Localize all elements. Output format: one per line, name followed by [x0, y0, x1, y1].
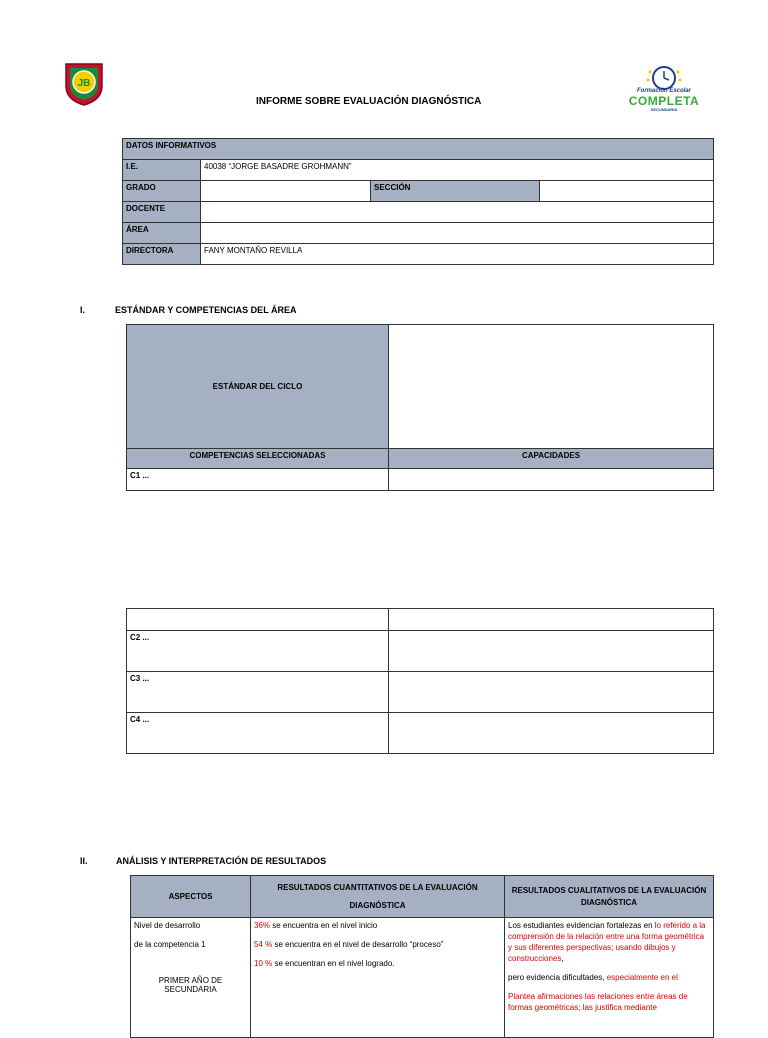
cual-text-1: Los estudiantes evidencian fortalezas en	[508, 921, 655, 930]
c3-capacidades[interactable]	[389, 672, 714, 713]
aspect-year-1: PRIMER AÑO DE	[158, 976, 223, 985]
school-crest-logo	[62, 60, 106, 106]
section-2-title: ANÁLISIS Y INTERPRETACIÓN DE RESULTADOS	[116, 856, 327, 866]
aspect-line-1: Nivel de desarrollo	[134, 921, 201, 930]
competencias-table-1	[126, 324, 714, 491]
grado-value[interactable]	[201, 181, 371, 202]
ie-value: 40038 “JORGE BASADRE GROHMANN”	[201, 160, 714, 181]
cuantitativos-header: RESULTADOS CUANTITATIVOS DE LA EVALUACIÓN DIAGNÓSTICA	[251, 876, 505, 918]
cual-text-6: Plantea afirmaciones las relaciones entre áreas de formas geométricas; las justifica mediante	[508, 992, 688, 1012]
c3-cell: C3 ...	[127, 672, 389, 713]
section-2-number: II.	[80, 856, 88, 866]
directora-label: DIRECTORA	[123, 244, 201, 265]
blank-right[interactable]	[389, 609, 714, 631]
cual-text-2: lo referido a la comprensión de la relación entre una forma geométrica y sus diferentes perspectivas; usando dibujos y construcciones	[508, 921, 706, 963]
q3-text: se encuentran en el nivel logrado.	[272, 959, 395, 968]
competencias-header: COMPETENCIAS SELECCIONADAS	[127, 449, 389, 469]
jec-logo-sub-text: SECUNDARIA	[650, 107, 678, 112]
aspect-line-2: de la competencia 1	[134, 940, 206, 949]
jec-logo	[628, 64, 700, 112]
ie-label: I.E.	[123, 160, 201, 181]
competencias-table-2	[126, 608, 714, 754]
area-value[interactable]	[201, 223, 714, 244]
info-table	[122, 138, 714, 265]
c2-capacidades[interactable]	[389, 631, 714, 672]
section-1-title: ESTÁNDAR Y COMPETENCIAS DEL ÁREA	[115, 305, 297, 315]
q2-pct: 54 %	[254, 940, 273, 949]
blank-left[interactable]	[127, 609, 389, 631]
c1-capacidades[interactable]	[389, 469, 714, 491]
q1-pct: 36%	[254, 921, 271, 930]
docente-value[interactable]	[201, 202, 714, 223]
c2-cell: C2 ...	[127, 631, 389, 672]
capacidades-header: CAPACIDADES	[389, 449, 714, 469]
c4-capacidades[interactable]	[389, 713, 714, 754]
cual-text-4: pero evidencia dificultades,	[508, 973, 607, 982]
page-title: INFORME SOBRE EVALUACIÓN DIAGNÓSTICA	[256, 96, 482, 107]
aspect-year-2: SECUNDARIA	[164, 985, 217, 994]
section-1-number: I.	[80, 305, 86, 315]
q1-text: se encuentra en el nivel inicio	[270, 921, 378, 930]
resultados-table	[130, 875, 714, 1038]
crest-initials: JB	[77, 78, 91, 89]
aspectos-header: ASPECTOS	[131, 876, 251, 918]
cual-text-5: especialmente en el	[606, 973, 678, 982]
q1-line	[254, 921, 501, 930]
docente-label: DOCENTE	[123, 202, 201, 223]
aspect-cell	[131, 918, 251, 1038]
grado-label: GRADO	[123, 181, 201, 202]
q2-text: se encuentra en el nivel de desarrollo “proceso”	[272, 940, 444, 949]
jec-logo-main-text: COMPLETA	[628, 94, 700, 108]
area-label: ÁREA	[123, 223, 201, 244]
q2-line	[254, 940, 501, 949]
cuantitativo-cell	[251, 918, 505, 1038]
seccion-label: SECCIÓN	[371, 181, 540, 202]
cualitativo-cell	[505, 918, 714, 1038]
estandar-label: ESTÁNDAR DEL CICLO	[127, 325, 389, 449]
estandar-value[interactable]	[389, 325, 714, 449]
c4-cell: C4 ...	[127, 713, 389, 754]
jec-logo-top-text: Formación Escolar	[636, 88, 692, 94]
cualitativos-header: RESULTADOS CUALITATIVOS DE LA EVALUACIÓN DIAGNÓSTICA	[505, 876, 714, 918]
cual-text-3: ,	[561, 954, 564, 963]
info-header: DATOS INFORMATIVOS	[123, 139, 714, 160]
q3-pct: 10 %	[254, 959, 273, 968]
directora-value: FANY MONTAÑO REVILLA	[201, 244, 714, 265]
c1-cell: C1 ...	[127, 469, 389, 491]
q3-line	[254, 959, 501, 968]
seccion-value[interactable]	[540, 181, 714, 202]
